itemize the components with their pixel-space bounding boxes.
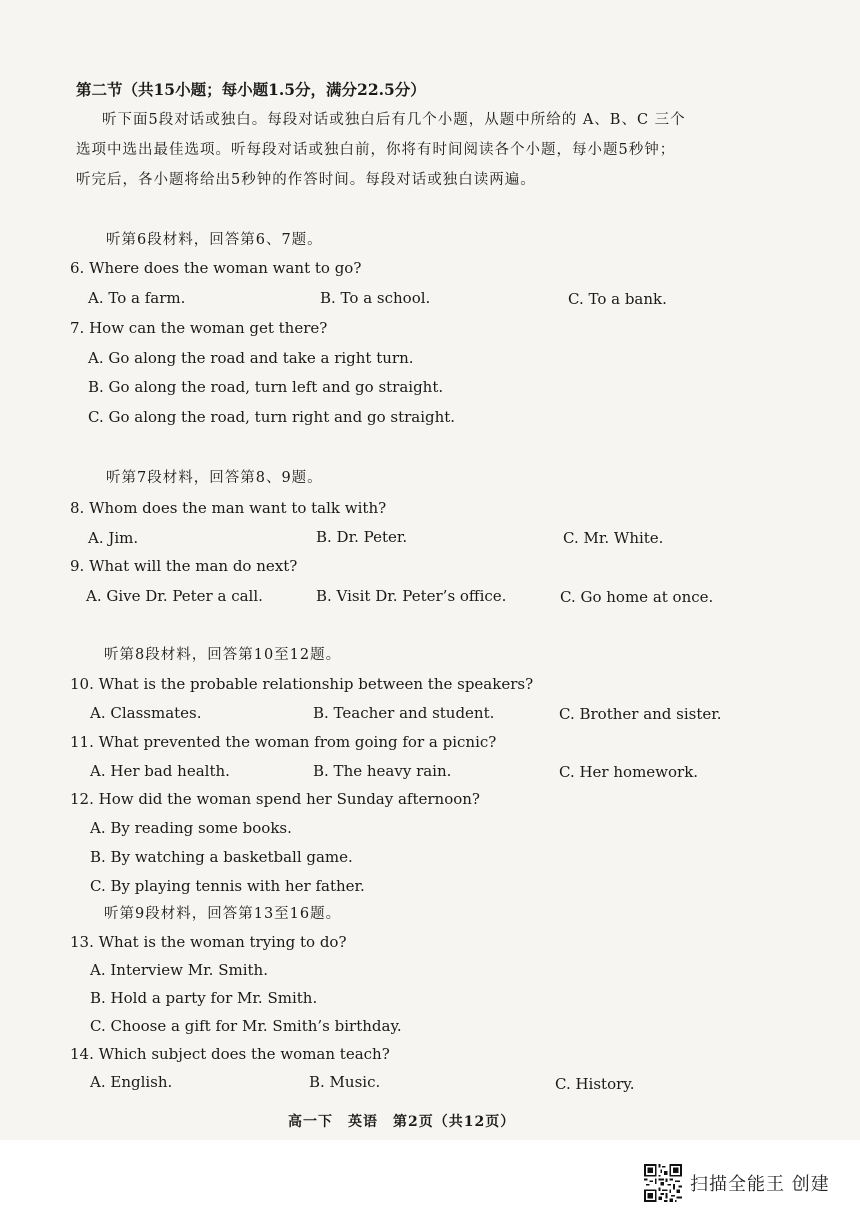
option-10b: B. Teacher and student.: [313, 704, 495, 722]
page-footer: 高一下 英语 第2页（共12页）: [288, 1114, 516, 1130]
question-6: 6. Where does the woman want to go?: [70, 259, 362, 277]
option-8a: A. Jim.: [88, 529, 139, 547]
option-7c: C. Go along the road, turn right and go straight.: [88, 408, 456, 426]
option-13b: B. Hold a party for Mr. Smith.: [90, 989, 318, 1007]
section-heading: 第二节（共15小题；每小题1.5分，满分22.5分）: [76, 80, 426, 99]
option-7b: B. Go along the road, turn left and go straight.: [88, 378, 444, 396]
question-7: 7. How can the woman get there?: [70, 319, 328, 337]
option-6b: B. To a school.: [320, 289, 431, 307]
option-13a: A. Interview Mr. Smith.: [90, 961, 268, 979]
option-10c: C. Brother and sister.: [559, 705, 722, 723]
option-9a: A. Give Dr. Peter a call.: [86, 587, 263, 605]
option-11b: B. The heavy rain.: [313, 762, 452, 780]
instruction-line: 听下面5段对话或独白。每段对话或独白后有几个小题，从题中所给的 A、B、C 三个: [102, 112, 686, 128]
qr-code-icon: [644, 1164, 682, 1202]
option-7a: A. Go along the road and take a right turn.: [88, 349, 414, 367]
option-9c: C. Go home at once.: [560, 588, 714, 606]
option-11c: C. Her homework.: [559, 763, 699, 781]
instruction-line: 选项中选出最佳选项。听每段对话或独白前，你将有时间阅读各个小题，每小题5秒钟；: [76, 142, 676, 158]
option-13c: C. Choose a gift for Mr. Smith’s birthday.: [90, 1017, 402, 1035]
scanner-watermark: [644, 1163, 830, 1203]
option-12b: B. By watching a basketball game.: [90, 848, 353, 866]
group-intro: 听第6段材料，回答第6、7题。: [106, 232, 323, 248]
option-12c: C. By playing tennis with her father.: [90, 877, 365, 895]
option-12a: A. By reading some books.: [90, 819, 292, 837]
question-9: 9. What will the man do next?: [70, 557, 298, 575]
option-11a: A. Her bad health.: [90, 762, 230, 780]
scanner-watermark-text: 扫描全能王 创建: [690, 1174, 830, 1195]
option-14b: B. Music.: [309, 1073, 381, 1091]
option-8b: B. Dr. Peter.: [316, 528, 408, 546]
option-9b: B. Visit Dr. Peter’s office.: [316, 587, 507, 605]
group-intro: 听第9段材料，回答第13至16题。: [104, 906, 342, 922]
question-8: 8. Whom does the man want to talk with?: [70, 499, 387, 517]
option-6c: C. To a bank.: [568, 290, 667, 308]
group-intro: 听第7段材料，回答第8、9题。: [106, 470, 323, 486]
group-intro: 听第8段材料，回答第10至12题。: [104, 647, 342, 663]
option-10a: A. Classmates.: [90, 704, 202, 722]
instruction-line: 听完后，各小题将给出5秒钟的作答时间。每段对话或独白读两遍。: [76, 172, 536, 188]
question-11: 11. What prevented the woman from going for a picnic?: [70, 733, 497, 751]
option-8c: C. Mr. White.: [563, 529, 664, 547]
option-14c: C. History.: [555, 1075, 635, 1093]
question-14: 14. Which subject does the woman teach?: [70, 1045, 390, 1063]
option-14a: A. English.: [90, 1073, 173, 1091]
question-10: 10. What is the probable relationship between the speakers?: [70, 675, 534, 693]
question-12: 12. How did the woman spend her Sunday afternoon?: [70, 790, 480, 808]
option-6a: A. To a farm.: [88, 289, 186, 307]
question-13: 13. What is the woman trying to do?: [70, 933, 347, 951]
